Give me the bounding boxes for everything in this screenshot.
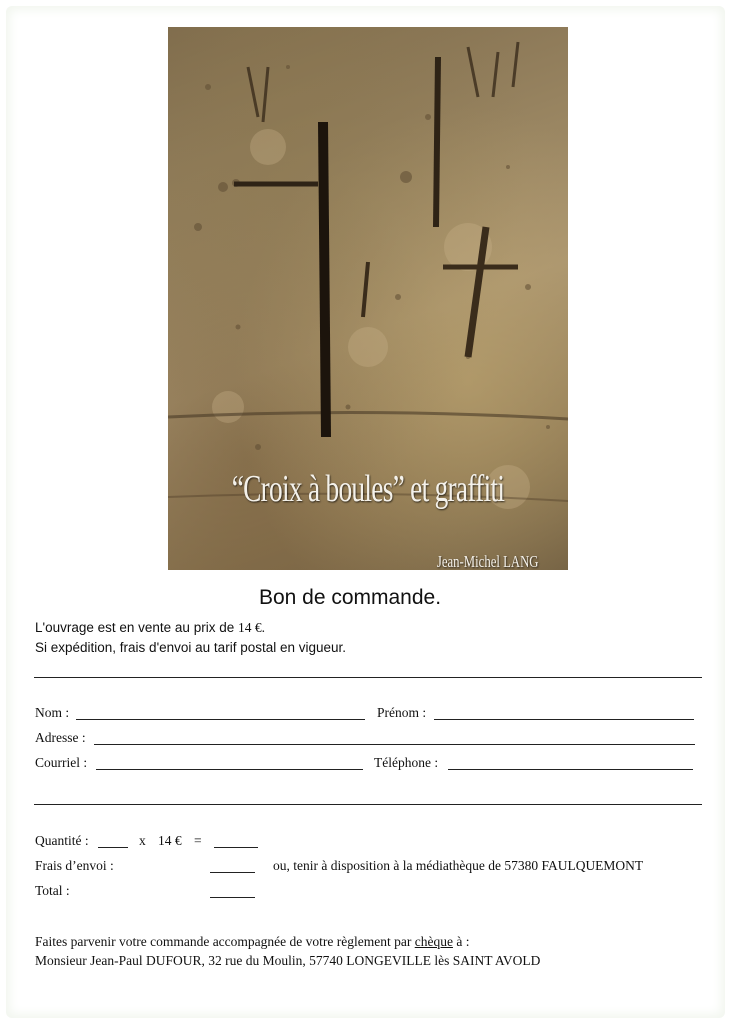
unit-price: 14 € [158,833,182,848]
divider-bottom [34,804,702,805]
multiply-sign: x [139,833,146,848]
payment-method: chèque [414,934,453,949]
courriel-field[interactable] [96,769,363,770]
adresse-label: Adresse : [35,730,86,745]
price-label: L'ouvrage est en vente au prix de [35,620,235,635]
divider-top [34,677,702,678]
price-line [35,620,265,636]
equals-sign: = [194,833,202,848]
payment-suffix: à : [456,934,470,949]
cover-author: Jean-Michel LANG [436,552,538,570]
payment-text: Faites parvenir votre commande accompagnée de votre règlement par [35,934,412,949]
prenom-field[interactable] [434,719,694,720]
nom-label: Nom : [35,705,70,720]
subtotal-field[interactable] [214,847,258,848]
cover-title: “Croix à boules” et graffiti [231,468,505,510]
quantite-field[interactable] [98,847,128,848]
frais-field[interactable] [210,872,255,873]
courriel-label: Courriel : [35,755,88,770]
price-value: 14 €. [237,620,265,635]
pickup-option: ou, tenir à disposition à la médiathèque de 57380 FAULQUEMONT [273,858,644,873]
quantite-label: Quantité : [35,833,89,848]
adresse-field[interactable] [94,744,695,745]
shipping-note: Si expédition, frais d'envoi au tarif postal en vigueur. [35,640,347,655]
payment-address: Monsieur Jean-Paul DUFOUR, 32 rue du Moulin, 57740 LONGEVILLE lès SAINT AVOLD [35,953,541,968]
frais-label: Frais d’envoi : [35,858,114,873]
payment-instruction [35,934,469,950]
total-field[interactable] [210,897,255,898]
telephone-label: Téléphone : [374,755,439,770]
total-label: Total : [35,883,70,898]
telephone-field[interactable] [448,769,693,770]
nom-field[interactable] [76,719,365,720]
book-cover-image [168,27,568,570]
prenom-label: Prénom : [377,705,427,720]
page-title: Bon de commande. [258,586,442,609]
